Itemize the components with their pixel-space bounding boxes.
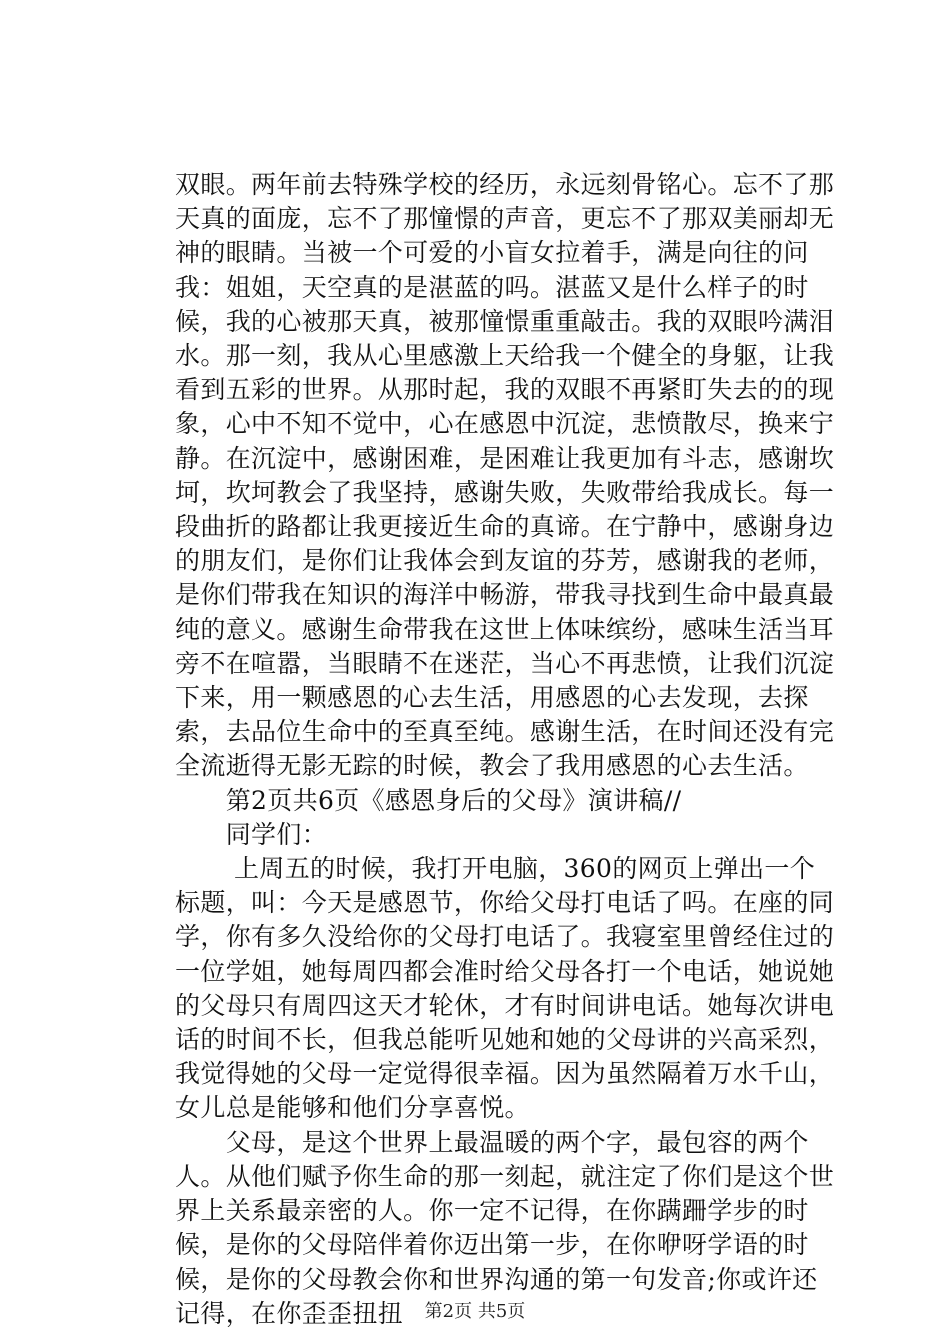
page-footer: 第2页 共5页 <box>424 1301 526 1322</box>
paragraph-parents: 父母，是这个世界上最温暖的两个字，最包容的两个人。从他们赋予你生命的那一刻起，就注定了你们是这个世界上关系最亲密的人。你一定不记得，在你蹒跚学步的时候，是你的父母陪伴着你迈出第一步，在你咿呀学语的时候，是你的父母教会你和世界沟通的第一句发音;你或许还记得，在你歪歪扭扭 <box>175 1127 835 1328</box>
paragraph-phone-call-story: 上周五的时候，我打开电脑，360的网页上弹出一个标题，叫：今天是感恩节，你给父母打电话了吗。在座的同学，你有多久没给你的父母打电话了。我寝室里曾经住过的一位学姐，她每周四都会准时给父母各打一个电话，她说她的父母只有周四这天才轮休，才有时间讲电话。她每次讲电话的时间不长，但我总能听见她和她的父母讲的兴高采烈，我觉得她的父母一定觉得很幸福。因为虽然隔着万水千山，女儿总是能够和他们分享喜悦。 <box>175 854 835 1123</box>
document-body <box>175 168 835 1331</box>
paragraph-gratitude-essay: 双眼。两年前去特殊学校的经历，永远刻骨铭心。忘不了那天真的面庞，忘不了那憧憬的声音，更忘不了那双美丽却无神的眼睛。当被一个可爱的小盲女拉着手，满是向往的问我：姐姐，天空真的是湛蓝的吗。湛蓝又是什么样子的时候，我的心被那天真，被那憧憬重重敲击。我的双眼吟满泪水。那一刻，我从心里感激上天给我一个健全的身躯，让我看到五彩的世界。从那时起，我的双眼不再紧盯失去的的现象，心中不知不觉中，心在感恩中沉淀，悲愤散尽，换来宁静。在沉淀中，感谢困难，是困难让我更加有斗志，感谢坎坷，坎坷教会了我坚持，感谢失败，失败带给我成长。每一段曲折的路都让我更接近生命的真谛。在宁静中，感谢身边的朋友们，是你们让我体会到友谊的芬芳，感谢我的老师，是你们带我在知识的海洋中畅游，带我寻找到生命中最真最纯的意义。感谢生命带我在这世上体味缤纷，感味生活当耳旁不在喧嚣，当眼睛不在迷茫，当心不再悲愤，让我们沉淀下来，用一颗感恩的心去生活，用感恩的心去发现，去探索，去品位生命中的至真至纯。感谢生活，在时间还没有完全流逝得无影无踪的时候，教会了我用感恩的心去生活。 <box>175 170 835 781</box>
paragraph-salutation: 同学们： <box>175 819 328 849</box>
paragraph-page-marker-title: 第2页共6页《感恩身后的父母》演讲稿// <box>175 785 682 815</box>
